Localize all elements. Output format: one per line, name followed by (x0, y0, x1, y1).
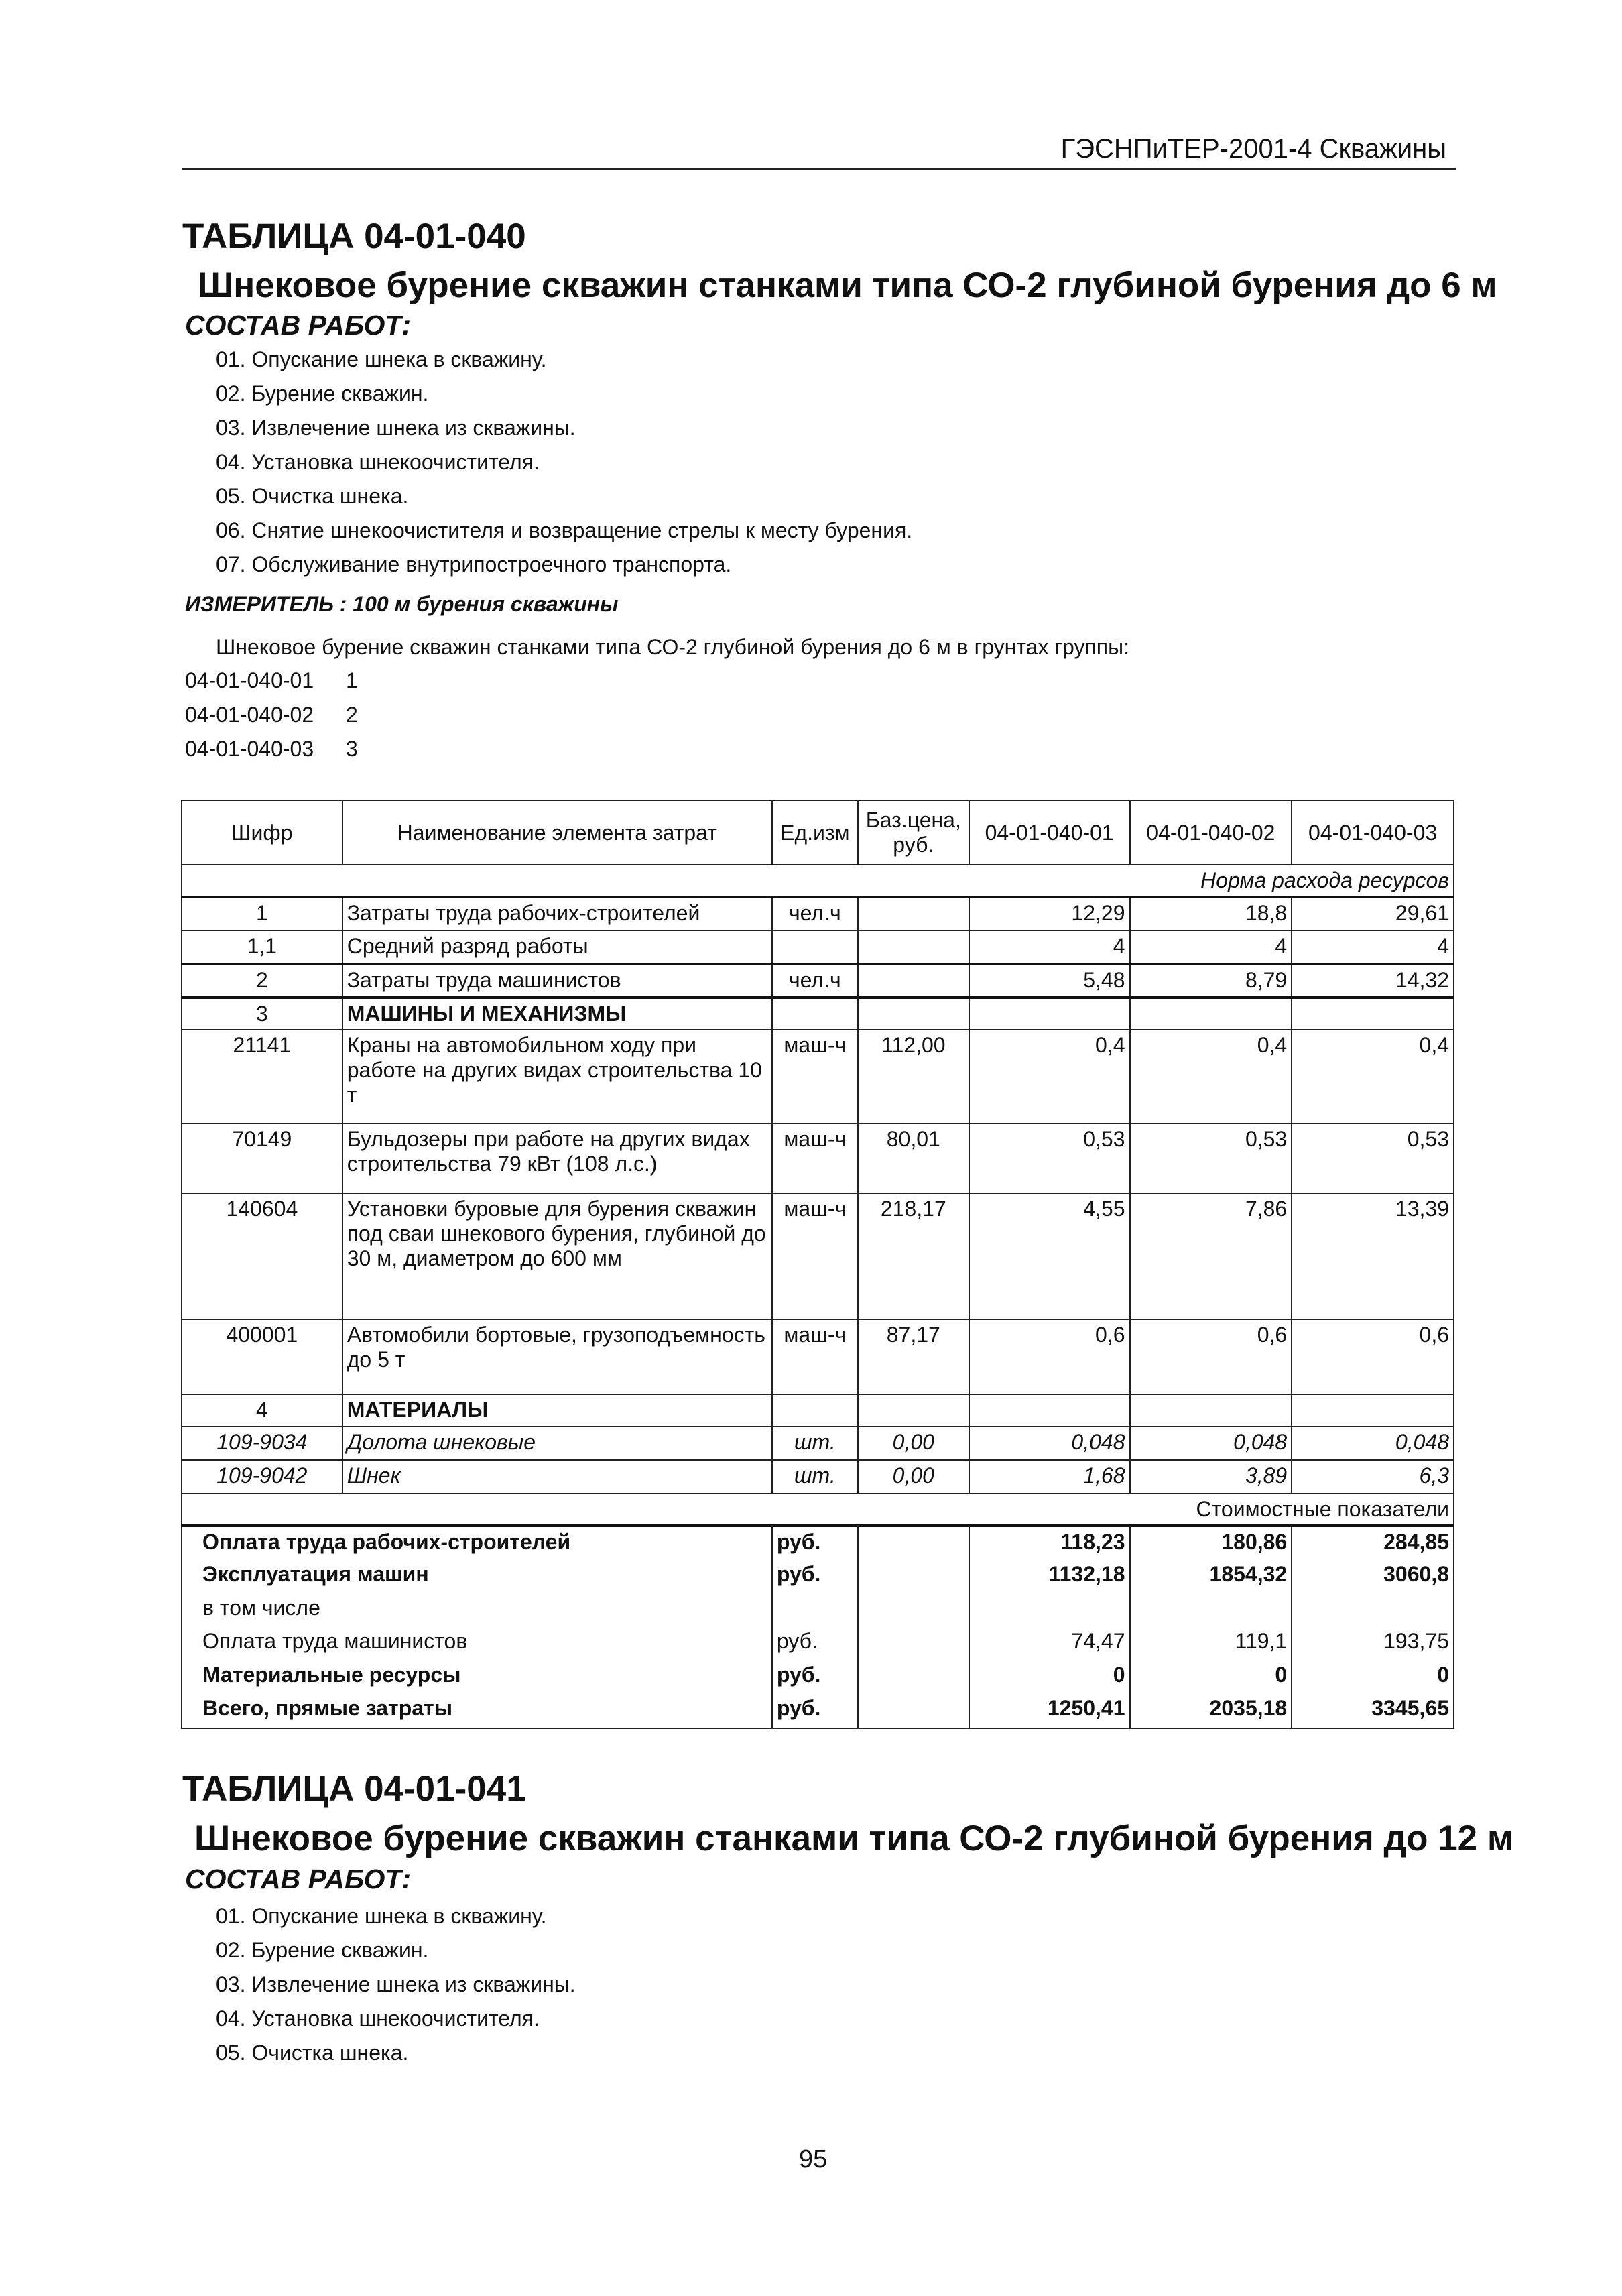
work-step: 05. Очистка шнека. (216, 2041, 409, 2065)
row-name: Затраты труда машинистов (342, 964, 772, 998)
table-title-1: ТАБЛИЦА 04-01-040 (182, 217, 526, 256)
soil-group: 3 (346, 737, 358, 761)
cost-unit: руб. (772, 1693, 858, 1728)
row-value-3: 29,61 (1292, 897, 1454, 930)
row-unit (772, 998, 858, 1030)
cost-row (182, 1693, 1454, 1728)
cost-name: Всего, прямые затраты (182, 1693, 772, 1728)
row-name: Автомобили бортовые, грузоподъемность до 5 т (342, 1319, 772, 1394)
cost-value-1: 0 (969, 1660, 1130, 1693)
soil-group: 2 (346, 703, 358, 727)
row-value-2: 7,86 (1130, 1193, 1292, 1319)
table-row (182, 1193, 1454, 1319)
rate-code-row (185, 732, 358, 766)
row-value-3 (1292, 998, 1454, 1030)
cost-name: в том числе (182, 1593, 772, 1626)
table-subtitle-2: Шнековое бурение скважин станками типа СО-2 глубиной бурения до 12 м (194, 1819, 1514, 1858)
row-unit: маш-ч (772, 1193, 858, 1319)
row-name: Краны на автомобильном ходу при работе на других видах строительства 10 т (342, 1030, 772, 1124)
row-code: 109-9034 (182, 1427, 342, 1460)
cost-value-1: 1132,18 (969, 1559, 1130, 1593)
row-value-1 (969, 1394, 1130, 1427)
row-code: 70149 (182, 1124, 342, 1193)
row-unit: чел.ч (772, 897, 858, 930)
row-code: 109-9042 (182, 1460, 342, 1494)
row-value-1: 0,4 (969, 1030, 1130, 1124)
row-price (858, 964, 969, 998)
row-price: 80,01 (858, 1124, 969, 1193)
row-name: Установки буровые для бурения скважин под сваи шнекового бурения, глубиной до 30 м, диаметром до 600 мм (342, 1193, 772, 1319)
cost-row (182, 1559, 1454, 1593)
table-row (182, 998, 1454, 1030)
row-value-3 (1292, 1394, 1454, 1427)
cost-name: Оплата труда рабочих-строителей (182, 1526, 772, 1559)
row-code: 2 (182, 964, 342, 998)
row-name: Бульдозеры при работе на других видах строительства 79 кВт (108 л.с.) (342, 1124, 772, 1193)
work-step: 01. Опускание шнека в скважину. (216, 347, 547, 371)
table-header-row (182, 800, 1454, 865)
rate-code: 04-01-040-03 (185, 737, 314, 761)
row-price: 112,00 (858, 1030, 969, 1124)
row-value-2 (1130, 1394, 1292, 1427)
row-price: 0,00 (858, 1427, 969, 1460)
rate-codes (185, 664, 358, 766)
row-name: Средний разряд работы (342, 930, 772, 964)
cost-value-3: 284,85 (1292, 1526, 1454, 1559)
row-value-2: 3,89 (1130, 1460, 1292, 1494)
row-code: 400001 (182, 1319, 342, 1394)
rate-code: 04-01-040-01 (185, 668, 314, 692)
table-row (182, 1460, 1454, 1494)
measurement-unit: ИЗМЕРИТЕЛЬ : 100 м бурения скважины (185, 592, 619, 616)
cost-unit: руб. (772, 1660, 858, 1693)
cost-row (182, 1626, 1454, 1660)
row-value-2: 0,048 (1130, 1427, 1292, 1460)
row-name: Затраты труда рабочих-строителей (342, 897, 772, 930)
row-price: 87,17 (858, 1319, 969, 1394)
col-header: 04-01-040-01 (969, 800, 1130, 865)
cost-value-3 (1292, 1593, 1454, 1626)
row-value-1: 5,48 (969, 964, 1130, 998)
row-value-2: 8,79 (1130, 964, 1292, 998)
row-value-1: 4 (969, 930, 1130, 964)
work-step: 03. Извлечение шнека из скважины. (216, 1972, 576, 1996)
work-step: 02. Бурение скважин. (216, 381, 429, 406)
row-name: МАШИНЫ И МЕХАНИЗМЫ (342, 998, 772, 1030)
row-value-3: 0,4 (1292, 1030, 1454, 1124)
page-number: 95 (799, 2145, 828, 2173)
cost-unit: руб. (772, 1559, 858, 1593)
table-row (182, 1030, 1454, 1124)
row-unit: шт. (772, 1427, 858, 1460)
row-unit: шт. (772, 1460, 858, 1494)
cost-value-3: 0 (1292, 1660, 1454, 1693)
cost-row (182, 1593, 1454, 1626)
work-step: 07. Обслуживание внутрипостроечного транспорта. (216, 552, 732, 577)
cost-section-label: Стоимостные показатели (182, 1494, 1454, 1526)
cost-value-1: 1250,41 (969, 1693, 1130, 1728)
work-step: 06. Снятие шнекоочистителя и возвращение стрелы к месту бурения. (216, 518, 913, 542)
row-name: Шнек (342, 1460, 772, 1494)
cost-row (182, 1660, 1454, 1693)
row-unit (772, 1394, 858, 1427)
row-value-2: 0,53 (1130, 1124, 1292, 1193)
row-value-1: 4,55 (969, 1193, 1130, 1319)
table-row (182, 897, 1454, 930)
row-code: 1 (182, 897, 342, 930)
cost-empty (858, 1693, 969, 1728)
work-steps-2 (216, 1899, 576, 2070)
row-unit (772, 930, 858, 964)
row-code: 4 (182, 1394, 342, 1427)
cost-empty (858, 1526, 969, 1559)
row-value-3: 14,32 (1292, 964, 1454, 998)
work-steps-1 (216, 343, 912, 582)
table-row (182, 1427, 1454, 1460)
row-unit: маш-ч (772, 1124, 858, 1193)
row-value-1 (969, 998, 1130, 1030)
col-header: Ед.изм (772, 800, 858, 865)
cost-value-2: 119,1 (1130, 1626, 1292, 1660)
section-label-row (182, 1494, 1454, 1526)
cost-value-2: 0 (1130, 1660, 1292, 1693)
row-price: 218,17 (858, 1193, 969, 1319)
cost-value-1 (969, 1593, 1130, 1626)
row-name: Долота шнековые (342, 1427, 772, 1460)
row-value-1: 1,68 (969, 1460, 1130, 1494)
row-value-3: 0,6 (1292, 1319, 1454, 1394)
cost-value-1: 74,47 (969, 1626, 1130, 1660)
table-row (182, 964, 1454, 998)
row-value-1: 0,048 (969, 1427, 1130, 1460)
work-step: 05. Очистка шнека. (216, 484, 409, 508)
row-price (858, 897, 969, 930)
table-intro: Шнековое бурение скважин станками типа СО-2 глубиной бурения до 6 м в грунтах группы: (216, 635, 1129, 659)
col-header: Наименование элемента затрат (342, 800, 772, 865)
row-price (858, 1394, 969, 1427)
table-row (182, 930, 1454, 964)
cost-value-1: 118,23 (969, 1526, 1130, 1559)
row-value-1: 0,53 (969, 1124, 1130, 1193)
row-price: 0,00 (858, 1460, 969, 1494)
row-value-2 (1130, 998, 1292, 1030)
cost-empty (858, 1559, 969, 1593)
norm-section-label: Норма расхода ресурсов (182, 865, 1454, 897)
work-composition-label-2: СОСТАВ РАБОТ: (185, 1864, 412, 1894)
cost-unit: руб. (772, 1626, 858, 1660)
cost-row (182, 1526, 1454, 1559)
cost-empty (858, 1660, 969, 1693)
col-header: Баз.цена, руб. (858, 800, 969, 865)
table-row (182, 1394, 1454, 1427)
row-value-2: 4 (1130, 930, 1292, 964)
table-subtitle-1: Шнековое бурение скважин станками типа СО-2 глубиной бурения до 6 м (198, 265, 1497, 305)
header-rule (182, 168, 1456, 170)
row-code: 21141 (182, 1030, 342, 1124)
cost-empty (858, 1593, 969, 1626)
table-row (182, 1124, 1454, 1193)
cost-value-2: 2035,18 (1130, 1693, 1292, 1728)
row-unit: маш-ч (772, 1030, 858, 1124)
cost-name: Оплата труда машинистов (182, 1626, 772, 1660)
work-step: 04. Установка шнекоочистителя. (216, 450, 540, 474)
soil-group: 1 (346, 668, 358, 692)
row-code: 140604 (182, 1193, 342, 1319)
row-value-1: 0,6 (969, 1319, 1130, 1394)
cost-name: Эксплуатация машин (182, 1559, 772, 1593)
row-value-3: 0,53 (1292, 1124, 1454, 1193)
rate-code-row (185, 698, 358, 732)
col-header: Шифр (182, 800, 342, 865)
row-code: 1,1 (182, 930, 342, 964)
section-label-row (182, 865, 1454, 897)
cost-value-2: 1854,32 (1130, 1559, 1292, 1593)
row-value-2: 18,8 (1130, 897, 1292, 930)
row-value-2: 0,6 (1130, 1319, 1292, 1394)
work-step: 01. Опускание шнека в скважину. (216, 1904, 547, 1928)
work-step: 02. Бурение скважин. (216, 1938, 429, 1962)
work-step: 03. Извлечение шнека из скважины. (216, 416, 576, 440)
rate-code-row (185, 664, 358, 698)
cost-empty (858, 1626, 969, 1660)
col-header: 04-01-040-03 (1292, 800, 1454, 865)
resource-norm-table (181, 800, 1454, 1729)
rate-code: 04-01-040-02 (185, 703, 314, 727)
table-row (182, 1319, 1454, 1394)
row-code: 3 (182, 998, 342, 1030)
row-unit: чел.ч (772, 964, 858, 998)
row-name: МАТЕРИАЛЫ (342, 1394, 772, 1427)
row-value-3: 6,3 (1292, 1460, 1454, 1494)
row-value-3: 0,048 (1292, 1427, 1454, 1460)
cost-value-3: 3060,8 (1292, 1559, 1454, 1593)
work-composition-label-1: СОСТАВ РАБОТ: (185, 310, 412, 341)
row-value-1: 12,29 (969, 897, 1130, 930)
row-unit: маш-ч (772, 1319, 858, 1394)
table-title-2: ТАБЛИЦА 04-01-041 (182, 1769, 526, 1809)
work-step: 04. Установка шнекоочистителя. (216, 2006, 540, 2031)
row-value-3: 13,39 (1292, 1193, 1454, 1319)
running-header: ГЭСНПиТЕР-2001-4 Скважины (1060, 134, 1446, 164)
row-value-2: 0,4 (1130, 1030, 1292, 1124)
cost-value-2 (1130, 1593, 1292, 1626)
cost-value-2: 180,86 (1130, 1526, 1292, 1559)
row-price (858, 998, 969, 1030)
col-header: 04-01-040-02 (1130, 800, 1292, 865)
row-value-3: 4 (1292, 930, 1454, 964)
row-price (858, 930, 969, 964)
cost-value-3: 193,75 (1292, 1626, 1454, 1660)
cost-value-3: 3345,65 (1292, 1693, 1454, 1728)
cost-unit: руб. (772, 1526, 858, 1559)
cost-name: Материальные ресурсы (182, 1660, 772, 1693)
cost-unit (772, 1593, 858, 1626)
